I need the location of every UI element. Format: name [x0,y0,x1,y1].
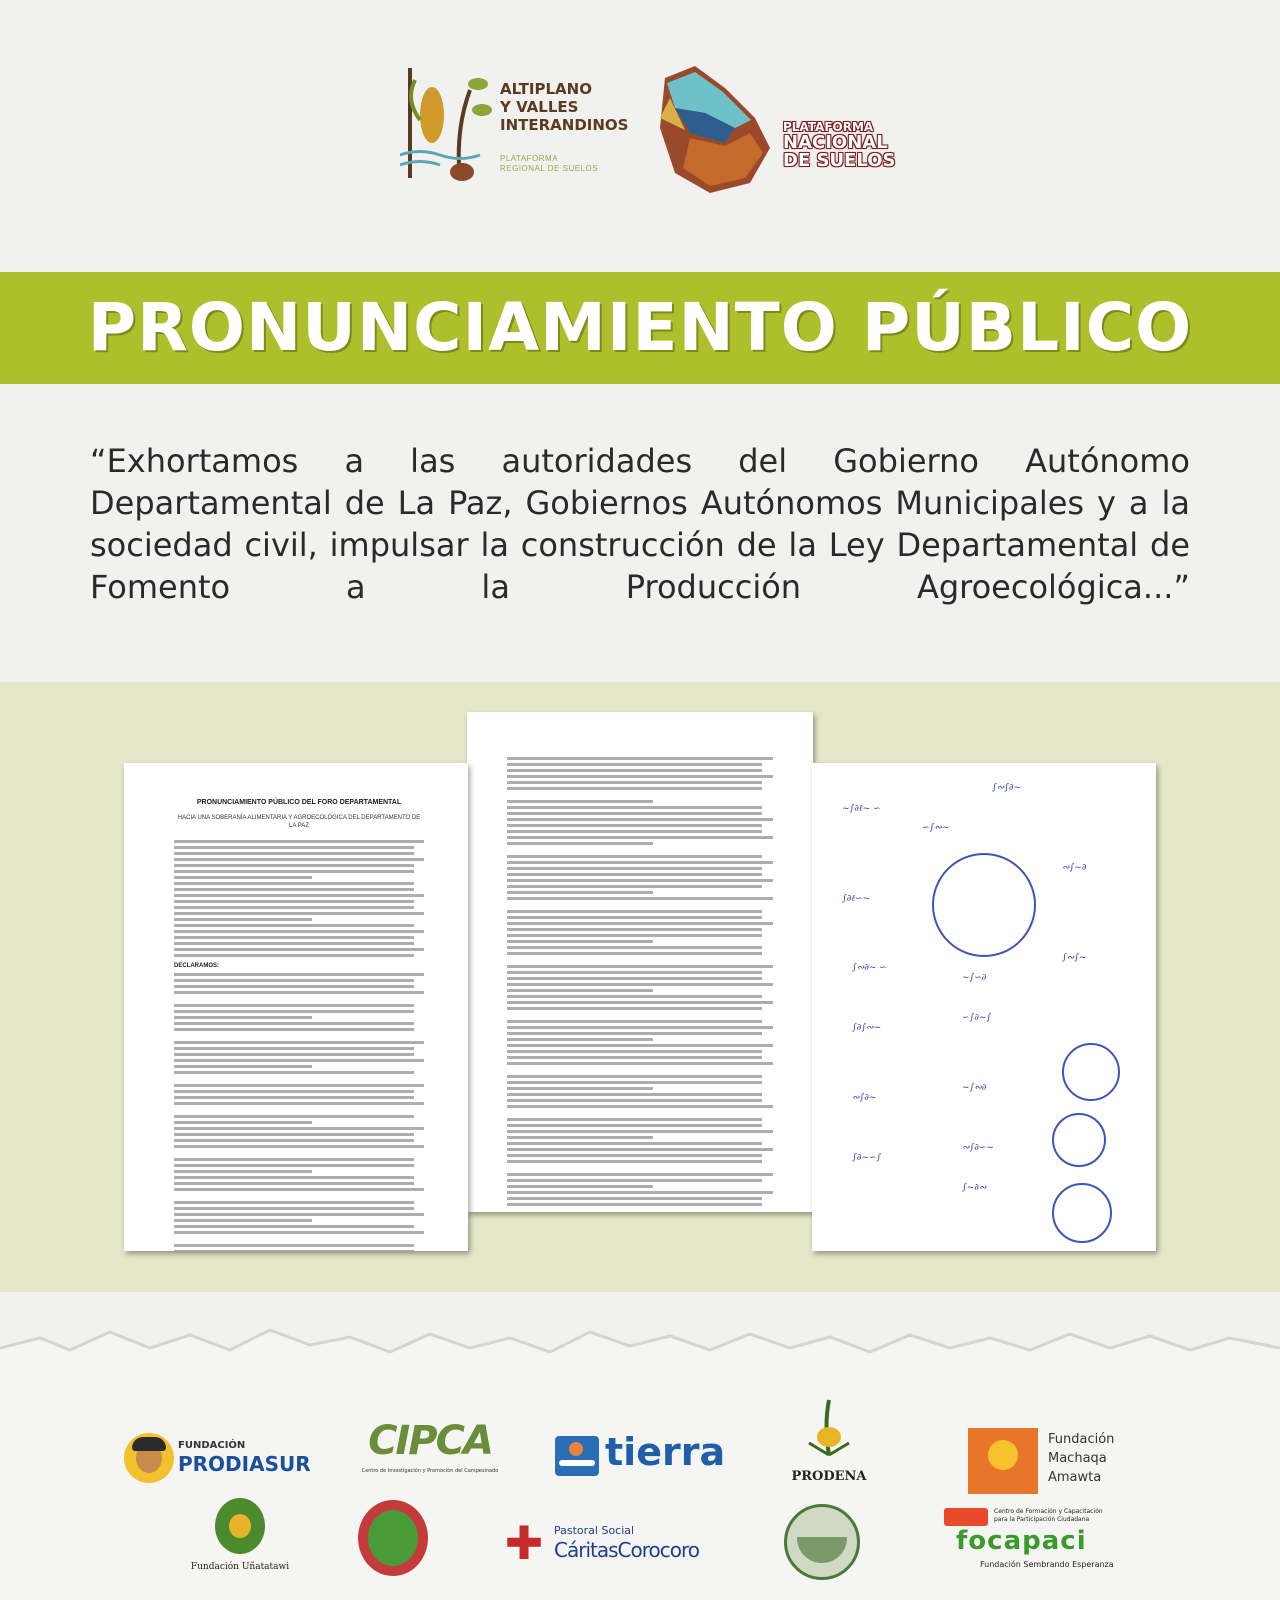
text-line [174,1071,414,1074]
text-line [174,936,414,939]
logo-text: Fundación [1048,1432,1115,1447]
stamp-icon [1052,1113,1106,1167]
text-line [507,1026,773,1029]
text-line [174,1139,414,1142]
signature-icon: ∫∾∫~ [1062,953,1087,963]
text-line [174,924,414,927]
plataforma-nacional-logo [655,58,905,198]
signature-icon: ∽∫∾~ [922,823,950,833]
text-line [507,775,773,778]
document-subtitle: HACIA UNA SOBERANÍA ALIMENTARIA Y AGROECOLÓGICA DEL DEPARTAMENTO DE LA PAZ [177,815,421,829]
text-line [507,867,762,870]
text-line [174,1244,414,1247]
sun-icon [968,1428,1038,1494]
text-line [174,1182,414,1185]
page-title: PRONUNCIAMIENTO PÚBLICO [87,289,1193,366]
signature-icon: ∽∫∂~∫ [962,1013,992,1023]
text-line [507,836,773,839]
signature-icon: ~∫∽∂ [962,973,987,983]
altiplano-logo-title [500,80,628,134]
text-line [174,948,424,951]
logo-text: Fundación Uñatatawi [190,1562,290,1572]
text-line [507,1191,773,1194]
text-line [507,830,762,833]
text-line [174,888,414,891]
text-line [507,1105,773,1108]
text-line [174,1059,424,1062]
signature-icon: ~∫∾∂ [962,1083,987,1093]
text-line [507,1173,773,1176]
signature-icon: ∾∫~∂ [1062,863,1087,873]
text-line [174,1041,424,1044]
text-line [174,942,414,945]
text-line [507,1075,762,1078]
text-line [174,918,312,921]
text-line [507,787,762,790]
unatatawi-logo [190,1498,290,1578]
logo-text: Machaqa [1048,1451,1107,1466]
logo-line: ALTIPLANO [500,80,592,98]
text-line [174,1164,414,1167]
logo-text: CáritasCorocoro [554,1538,699,1562]
text-line [507,1032,762,1035]
text-line [507,897,773,900]
text-line [174,912,424,915]
machaqa-amawta-logo [968,1428,1128,1494]
text-line [174,870,414,873]
text-line [174,1225,414,1228]
text-line [174,979,414,982]
logo-text: para la Participación Ciudadana [994,1516,1090,1523]
text-line [507,940,653,943]
text-line [507,952,762,955]
bolivia-map-icon [655,58,785,198]
text-line [507,910,762,913]
municipal-shield-logo [348,1500,438,1580]
logo-line: NACIONAL [783,132,888,153]
text-line [507,1197,762,1200]
text-line [507,1081,762,1084]
emblem-icon [784,1504,860,1580]
text-line [174,864,414,867]
text-line [507,824,762,827]
cross-icon: ✚ [504,1516,544,1570]
text-line [174,1145,424,1148]
text-line [174,973,424,976]
document-title: PRONUNCIAMIENTO PÚBLICO DEL FORO DEPARTAMENTAL [196,799,402,806]
logo-text: Centro de Formación y Capacitación [994,1508,1103,1515]
circular-emblem-logo [784,1504,860,1580]
logo-text: FUNDACIÓN [178,1440,246,1451]
text-line [507,1007,762,1010]
corn-plant-icon [400,60,500,195]
signatures-page [812,763,1156,1251]
document-page-2 [467,712,813,1212]
logo-text: tierra [605,1430,726,1474]
text-line [174,894,424,897]
logo-text: Amawta [1048,1470,1102,1485]
logo-text: PRODIASUR [178,1452,311,1476]
logo-text: Pastoral Social [554,1524,635,1537]
text-line [507,1062,773,1065]
document-page-1 [124,763,468,1251]
logo-line: PLATAFORMA [500,154,559,163]
logo-line: PLATAFORMA [783,120,874,134]
text-line [507,781,762,784]
text-line [507,934,762,937]
face-icon [124,1433,174,1483]
signature-icon: ∫∾∫∂~ [992,783,1022,793]
text-line [507,812,762,815]
page-2-text [507,757,773,1212]
text-line [174,1004,414,1007]
text-line [174,985,414,988]
text-line [507,1050,762,1053]
text-line [174,1010,414,1013]
signature-icon: ∫∾∂~ ∽ [852,963,887,973]
page-2-body [467,712,813,1212]
text-line [507,855,762,858]
quote-text: “Exhortamos a las autoridades del Gobierno Autónomo Departamental de La Paz, Gobiernos Autónomos Municipales y a la sociedad civil, impulsar la construcción de la Ley Departamental de Fomento a la Producción Agroecológica...” [90,442,1190,606]
logo-text: focapaci [956,1526,1087,1556]
text-line [174,1188,424,1191]
text-line [174,1250,414,1251]
text-line [174,1127,424,1130]
logo-text: Fundación Sembrando Esperanza [980,1560,1114,1569]
text-line [174,1047,414,1050]
text-line [507,995,762,998]
text-line [174,1053,414,1056]
text-line [507,916,762,919]
text-line [507,891,653,894]
text-line [174,876,312,879]
logo-text: CIPCA [368,1418,492,1464]
text-line [507,1099,762,1102]
text-line [507,1185,653,1188]
text-line [507,800,653,803]
text-line [174,1213,424,1216]
text-line [174,954,414,957]
shield-icon [358,1500,428,1576]
text-line [507,806,762,809]
text-line [174,882,414,885]
signature-icon: ~∫∂ℓ~ ∽ [842,804,881,814]
text-line [174,1028,414,1031]
prodiasur-logo [124,1428,311,1488]
altiplano-logo-subtitle [500,154,598,174]
text-line [507,757,773,760]
logo-line: REGIONAL DE SUELOS [500,164,599,173]
text-line [174,852,414,855]
logo-text: Centro de Investigación y Promoción del Campesinado [361,1468,499,1474]
text-line [174,1170,312,1173]
text-line [507,1130,773,1133]
text-line [174,1121,312,1124]
text-line [174,1096,414,1099]
text-line [174,1158,414,1161]
tierra-logo [555,1430,726,1480]
text-line [507,769,762,772]
text-line [507,1154,762,1157]
text-line [174,1207,414,1210]
text-line [507,842,653,845]
tierra-icon [555,1436,599,1476]
text-line [507,1124,762,1127]
stamp-icon [1052,1183,1112,1243]
signature-icon: ∫~∂∾ [962,1183,987,1193]
text-line [507,1093,762,1096]
caritas-corocoro-logo [502,1516,702,1576]
text-line [174,991,424,994]
text-line [174,1176,414,1179]
text-line [507,977,762,980]
page-1-text [174,840,424,957]
text-line [507,983,773,986]
text-line [507,1056,762,1059]
signature-icon: ∫∂ℓ∽~ [842,894,871,904]
text-line [507,928,762,931]
text-line [507,1044,773,1047]
text-line [507,873,762,876]
cipca-logo [360,1418,500,1488]
text-line [174,1090,414,1093]
page-1-text [174,973,424,1251]
logo-line: INTERANDINOS [500,116,629,134]
text-line [174,930,424,933]
text-line [174,858,424,861]
declaramos-heading: DECLARAMOS: [174,963,219,969]
text-line [507,1148,773,1151]
text-line [174,846,414,849]
text-line [507,861,773,864]
stamp-icon [1062,1043,1120,1101]
text-line [507,1038,653,1041]
text-line [507,1136,653,1139]
logo-line: Y VALLES [500,98,579,116]
signature-icon: ∾∫∂∽~ [962,1143,994,1153]
focapaci-logo [944,1508,1114,1580]
plataforma-nacional-title [783,120,895,170]
text-line [174,1219,312,1222]
text-line [507,1203,762,1206]
signature-icon: ∫∂~∽∫ [852,1153,882,1163]
signature-icon: ∫∂∫∾~ [852,1023,882,1033]
text-line [174,1133,414,1136]
text-line [507,1020,762,1023]
text-line [507,1179,762,1182]
people-icon [944,1508,988,1526]
text-line [507,763,762,766]
title-banner [0,272,1280,384]
prodena-logo [784,1395,874,1490]
text-line [507,1087,653,1090]
signature-icon: ∾∫∂~ [852,1093,877,1103]
text-line [174,1102,424,1105]
text-line [507,1001,773,1004]
text-line [174,906,414,909]
text-line [174,1022,414,1025]
text-line [174,1065,312,1068]
text-line [507,818,773,821]
text-line [507,1118,762,1121]
text-line [507,965,773,968]
text-line [507,1142,762,1145]
logo-line: DE SUELOS [783,150,896,171]
logo-text: PRODENA [791,1469,867,1484]
text-line [507,971,762,974]
text-line [174,1231,424,1234]
text-line [507,1160,762,1163]
text-line [174,900,414,903]
text-line [174,840,424,843]
text-line [174,1084,424,1087]
text-line [507,922,773,925]
stamp-icon [932,853,1036,957]
logo-text-group [1048,1430,1114,1487]
text-line [507,879,773,882]
leaf-icon [215,1498,265,1554]
text-line [174,1115,414,1118]
page-1-body [124,799,468,1251]
text-line [174,1201,414,1204]
text-line [507,885,762,888]
plant-icon [784,1395,874,1467]
altiplano-logo [400,60,629,195]
text-line [507,989,653,992]
text-line [507,946,762,949]
text-line [174,1016,312,1019]
